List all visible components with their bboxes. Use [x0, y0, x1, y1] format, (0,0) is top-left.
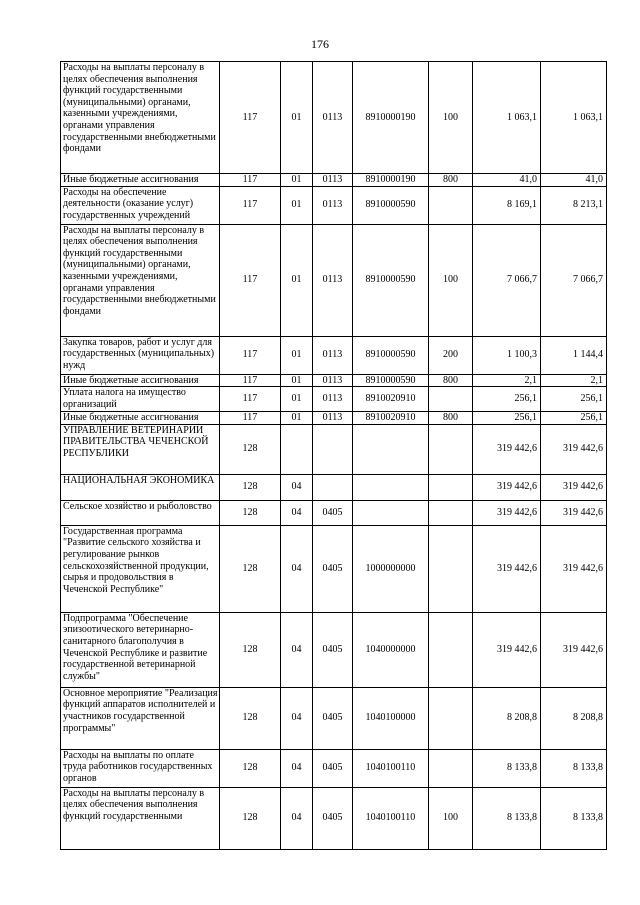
row-pr: 0113 — [313, 62, 353, 174]
row-vr — [429, 474, 473, 500]
row-vr: 100 — [429, 224, 473, 336]
row-csr: 8910000590 — [353, 224, 429, 336]
table-row — [61, 186, 607, 224]
row-ved: 128 — [220, 474, 281, 500]
row-csr: 1040100110 — [353, 787, 429, 849]
row-pr: 0113 — [313, 186, 353, 224]
row-pr: 0113 — [313, 412, 353, 425]
row-pr: 0113 — [313, 224, 353, 336]
row-vr — [429, 525, 473, 612]
table-row — [61, 525, 607, 612]
row-sum1: 319 442,6 — [473, 525, 541, 612]
row-ved: 117 — [220, 62, 281, 174]
table-row — [61, 224, 607, 336]
row-sum2: 8 208,8 — [541, 687, 607, 749]
row-rz: 01 — [281, 62, 313, 174]
row-vr: 800 — [429, 374, 473, 387]
row-sum2: 8 133,8 — [541, 749, 607, 787]
row-rz: 04 — [281, 500, 313, 525]
table-row — [61, 62, 607, 174]
row-pr: 0405 — [313, 525, 353, 612]
table-row — [61, 374, 607, 387]
row-sum1: 8 133,8 — [473, 787, 541, 849]
row-name: Государственная программа "Развитие сельского хозяйства и регулирование рынков сельскохозяйственной продукции, сырья и продовольствия в Чеченской Республике" — [61, 525, 220, 612]
row-rz: 04 — [281, 525, 313, 612]
row-csr: 1040100110 — [353, 749, 429, 787]
table-row — [61, 174, 607, 187]
row-vr — [429, 500, 473, 525]
row-sum2: 319 442,6 — [541, 525, 607, 612]
row-ved: 117 — [220, 374, 281, 387]
row-rz: 04 — [281, 687, 313, 749]
budget-table — [60, 61, 607, 850]
table-row — [61, 500, 607, 525]
row-rz: 04 — [281, 474, 313, 500]
row-rz: 01 — [281, 224, 313, 336]
row-sum1: 41,0 — [473, 174, 541, 187]
row-vr — [429, 186, 473, 224]
row-pr: 0405 — [313, 612, 353, 687]
row-pr — [313, 424, 353, 474]
row-rz: 01 — [281, 174, 313, 187]
row-pr: 0405 — [313, 787, 353, 849]
row-ved: 128 — [220, 500, 281, 525]
row-sum2: 319 442,6 — [541, 500, 607, 525]
row-rz — [281, 424, 313, 474]
row-sum1: 2,1 — [473, 374, 541, 387]
table-row — [61, 412, 607, 425]
row-name: Расходы на выплаты персоналу в целях обеспечения выполнения функций государственными (муниципальными) органами, казенными учреждениями, органами управления государственными внебюджетными фондами — [61, 224, 220, 336]
row-pr: 0113 — [313, 336, 353, 374]
row-csr: 1040100000 — [353, 687, 429, 749]
row-ved: 128 — [220, 749, 281, 787]
row-rz: 01 — [281, 412, 313, 425]
row-sum2: 2,1 — [541, 374, 607, 387]
row-pr: 0113 — [313, 174, 353, 187]
row-sum1: 319 442,6 — [473, 424, 541, 474]
row-sum2: 1 144,4 — [541, 336, 607, 374]
row-ved: 117 — [220, 174, 281, 187]
row-name: Расходы на обеспечение деятельности (оказание услуг) государственных учреждений — [61, 186, 220, 224]
row-ved: 117 — [220, 186, 281, 224]
table-row — [61, 612, 607, 687]
row-rz: 04 — [281, 787, 313, 849]
row-csr: 8910000190 — [353, 174, 429, 187]
row-sum2: 256,1 — [541, 387, 607, 412]
row-rz: 04 — [281, 612, 313, 687]
row-vr: 200 — [429, 336, 473, 374]
row-sum2: 8 213,1 — [541, 186, 607, 224]
row-sum1: 8 169,1 — [473, 186, 541, 224]
row-name: НАЦИОНАЛЬНАЯ ЭКОНОМИКА — [61, 474, 220, 500]
row-sum2: 256,1 — [541, 412, 607, 425]
row-sum1: 319 442,6 — [473, 612, 541, 687]
row-vr: 100 — [429, 62, 473, 174]
row-name: Расходы на выплаты персоналу в целях обеспечения выполнения функций государственными (муниципальными) органами, казенными учреждениями, органами управления государственными внебюджетными фондами — [61, 62, 220, 174]
row-csr: 8910000590 — [353, 186, 429, 224]
row-rz: 01 — [281, 387, 313, 412]
row-sum2: 319 442,6 — [541, 424, 607, 474]
row-name: Основное мероприятие "Реализация функций аппаратов исполнителей и участников государственной программы" — [61, 687, 220, 749]
row-pr: 0113 — [313, 374, 353, 387]
row-sum2: 319 442,6 — [541, 612, 607, 687]
row-pr: 0405 — [313, 500, 353, 525]
row-vr — [429, 387, 473, 412]
row-sum1: 8 133,8 — [473, 749, 541, 787]
row-name: Закупка товаров, работ и услуг для государственных (муниципальных) нужд — [61, 336, 220, 374]
row-vr: 100 — [429, 787, 473, 849]
row-pr: 0113 — [313, 387, 353, 412]
row-sum1: 256,1 — [473, 387, 541, 412]
row-ved: 117 — [220, 336, 281, 374]
row-sum1: 319 442,6 — [473, 474, 541, 500]
row-vr: 800 — [429, 412, 473, 425]
row-csr — [353, 500, 429, 525]
row-csr: 8910000590 — [353, 374, 429, 387]
row-ved: 128 — [220, 687, 281, 749]
row-vr — [429, 687, 473, 749]
row-sum2: 7 066,7 — [541, 224, 607, 336]
row-name: Уплата налога на имущество организаций — [61, 387, 220, 412]
table-row — [61, 787, 607, 849]
table-row — [61, 424, 607, 474]
row-csr: 8910020910 — [353, 412, 429, 425]
row-sum1: 1 100,3 — [473, 336, 541, 374]
row-rz: 01 — [281, 186, 313, 224]
row-rz: 01 — [281, 336, 313, 374]
row-csr: 8910000590 — [353, 336, 429, 374]
row-csr: 1040000000 — [353, 612, 429, 687]
row-csr — [353, 474, 429, 500]
table-row — [61, 749, 607, 787]
row-ved: 128 — [220, 612, 281, 687]
row-rz: 01 — [281, 374, 313, 387]
row-csr: 1000000000 — [353, 525, 429, 612]
row-sum2: 8 133,8 — [541, 787, 607, 849]
row-ved: 128 — [220, 525, 281, 612]
row-name: Иные бюджетные ассигнования — [61, 412, 220, 425]
row-vr — [429, 749, 473, 787]
table-row — [61, 474, 607, 500]
row-pr — [313, 474, 353, 500]
row-name: Расходы на выплаты по оплате труда работников государственных органов — [61, 749, 220, 787]
row-vr — [429, 612, 473, 687]
row-sum2: 41,0 — [541, 174, 607, 187]
row-name: Подпрограмма "Обеспечение эпизоотического ветеринарно-санитарного благополучия в Чеченской Республике и развитие государственной ветеринарной службы" — [61, 612, 220, 687]
row-sum1: 256,1 — [473, 412, 541, 425]
row-name: УПРАВЛЕНИЕ ВЕТЕРИНАРИИ ПРАВИТЕЛЬСТВА ЧЕЧЕНСКОЙ РЕСПУБЛИКИ — [61, 424, 220, 474]
row-vr: 800 — [429, 174, 473, 187]
row-name: Расходы на выплаты персоналу в целях обеспечения выполнения функций государственными — [61, 787, 220, 849]
row-csr: 8910020910 — [353, 387, 429, 412]
row-rz: 04 — [281, 749, 313, 787]
row-sum1: 7 066,7 — [473, 224, 541, 336]
row-ved: 117 — [220, 224, 281, 336]
row-ved: 128 — [220, 787, 281, 849]
row-sum1: 319 442,6 — [473, 500, 541, 525]
row-name: Иные бюджетные ассигнования — [61, 374, 220, 387]
row-pr: 0405 — [313, 687, 353, 749]
row-sum2: 319 442,6 — [541, 474, 607, 500]
row-ved: 117 — [220, 387, 281, 412]
row-csr — [353, 424, 429, 474]
row-ved: 128 — [220, 424, 281, 474]
row-name: Иные бюджетные ассигнования — [61, 174, 220, 187]
row-pr: 0405 — [313, 749, 353, 787]
table-row — [61, 687, 607, 749]
row-sum2: 1 063,1 — [541, 62, 607, 174]
row-vr — [429, 424, 473, 474]
row-name: Сельское хозяйство и рыболовство — [61, 500, 220, 525]
row-ved: 117 — [220, 412, 281, 425]
row-sum1: 8 208,8 — [473, 687, 541, 749]
table-row — [61, 387, 607, 412]
page-number: 176 — [311, 37, 329, 51]
row-csr: 8910000190 — [353, 62, 429, 174]
table-row — [61, 336, 607, 374]
row-sum1: 1 063,1 — [473, 62, 541, 174]
